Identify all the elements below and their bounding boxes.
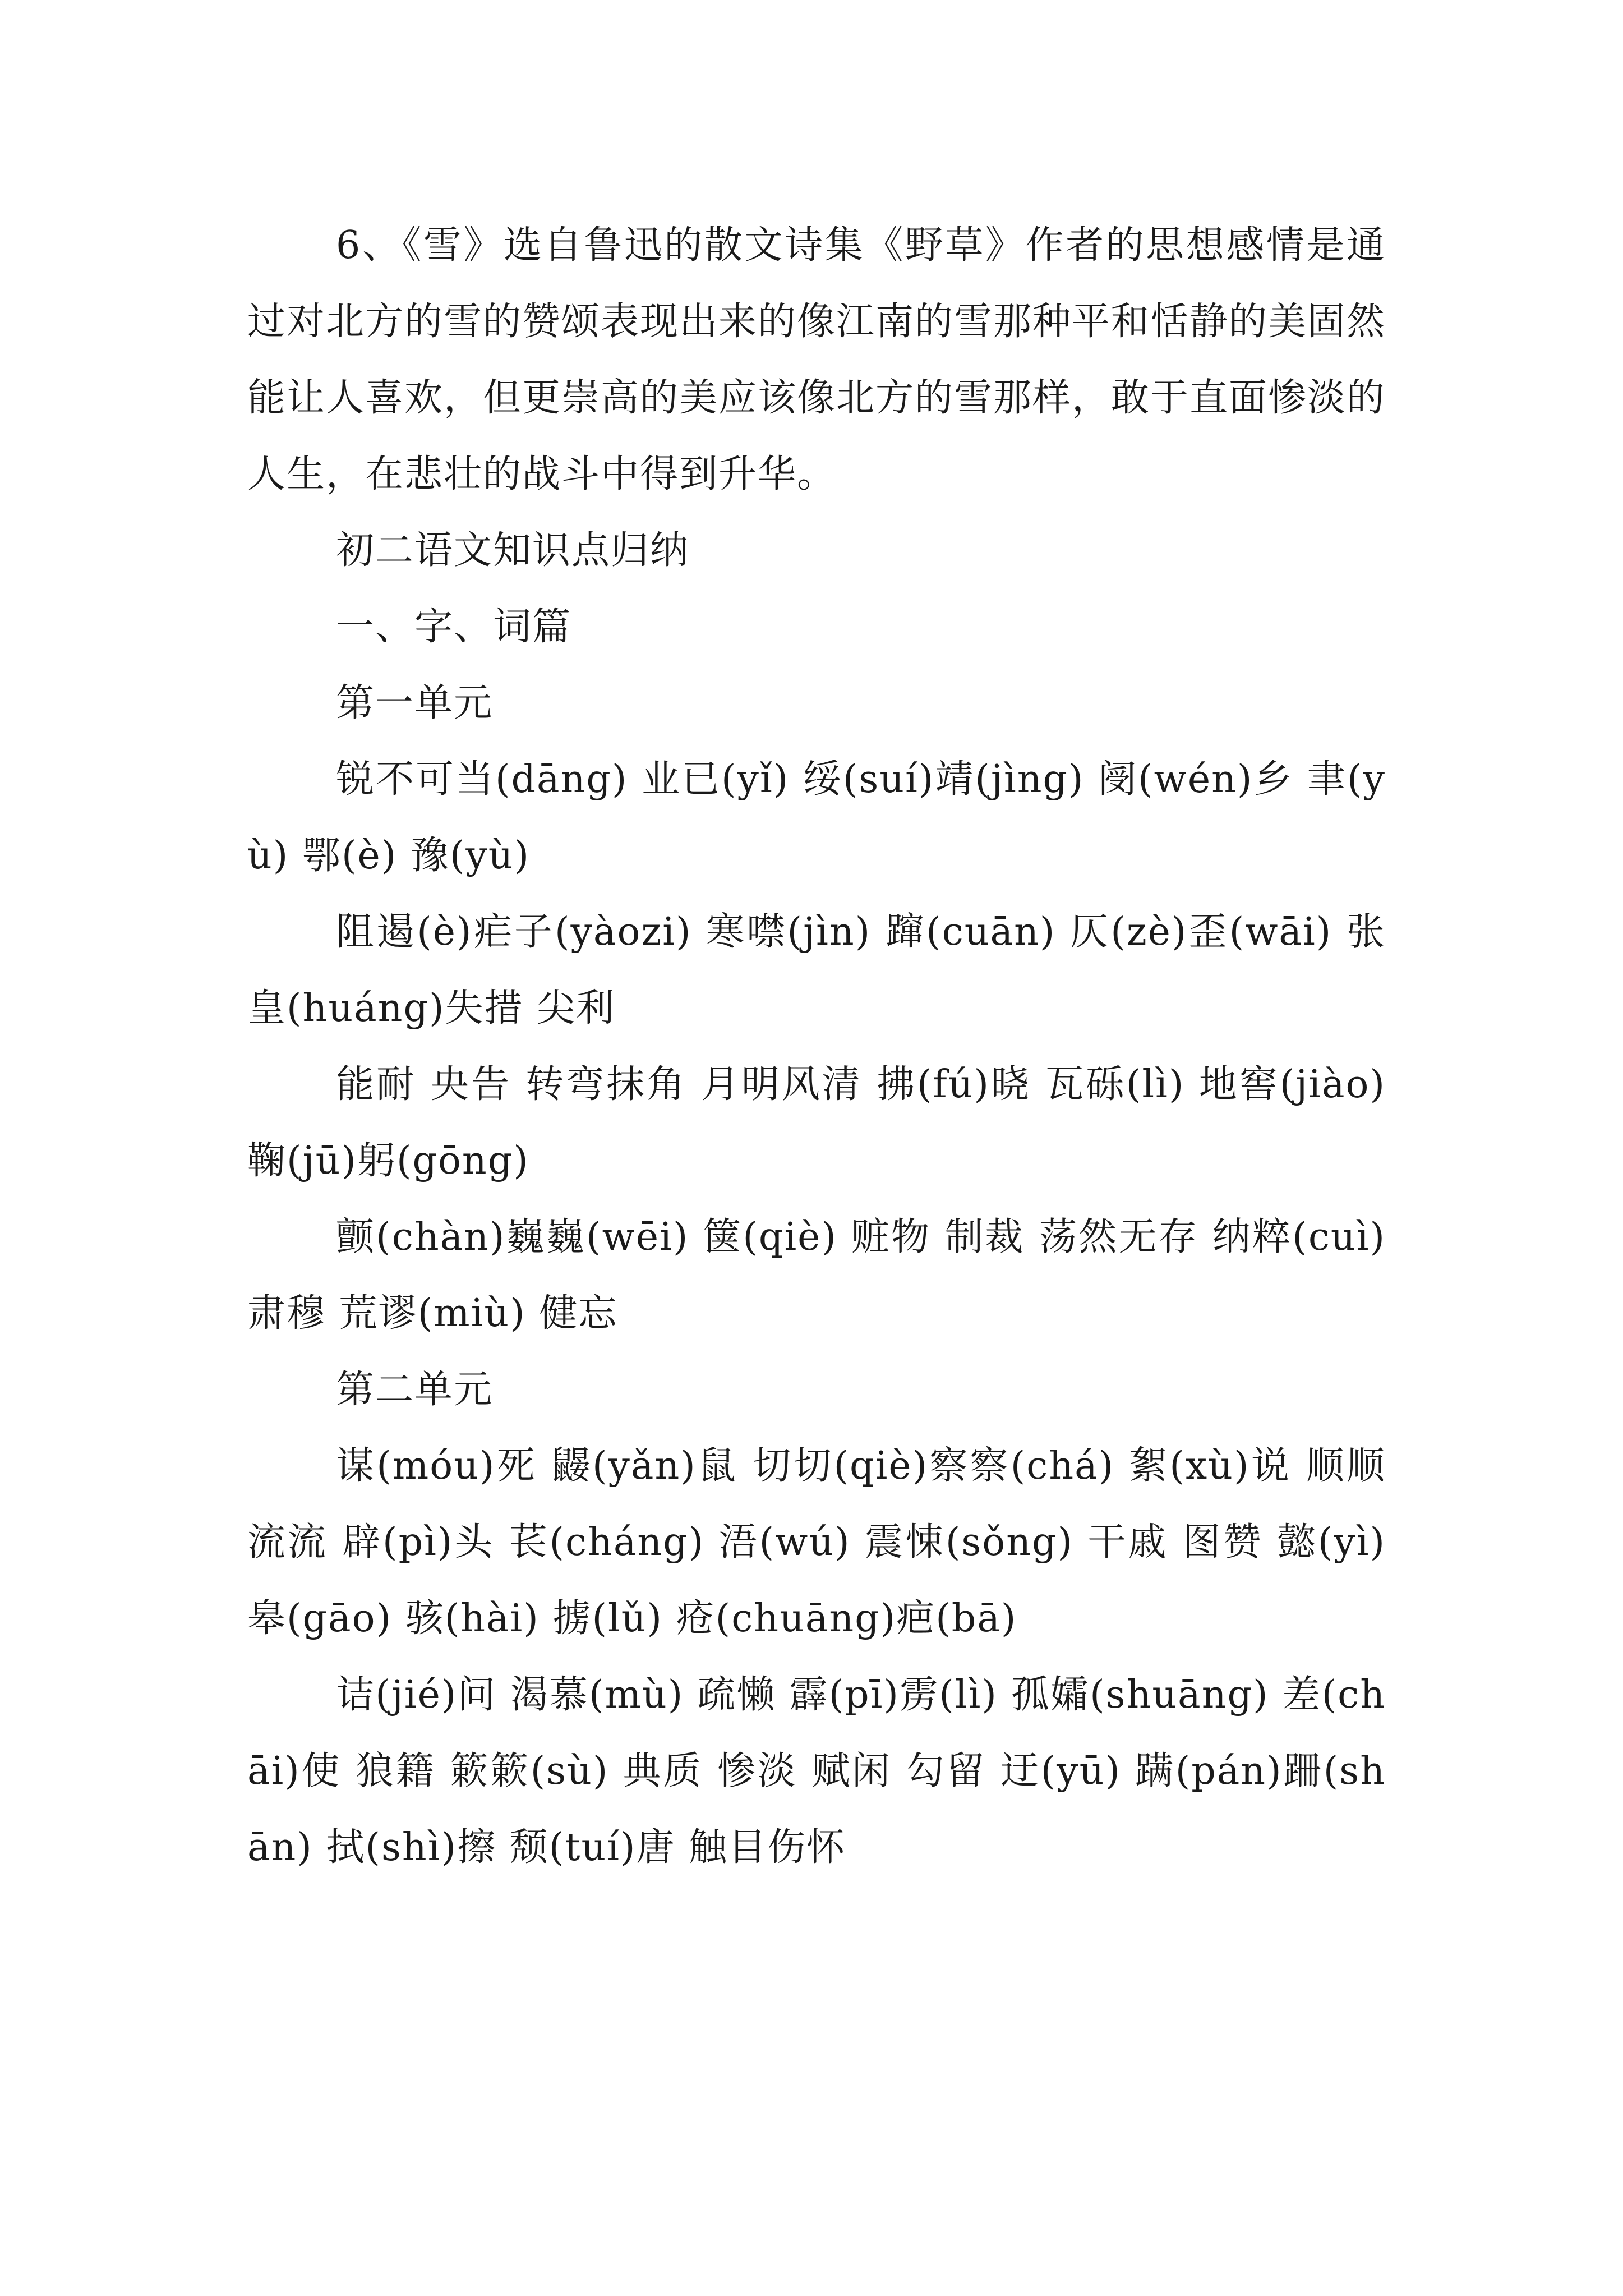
vocab-line-unit1-3: 能耐 央告 转弯抹角 月明风清 拂(fú)晓 瓦砾(lì) 地窖(jiào) 鞠(jū)躬(gōng)	[247, 1062, 1386, 1183]
vocab-line-unit1-1: 锐不可当(dāng) 业已(yǐ) 绥(suí)靖(jìng) 阌(wén)乡 聿(yù) 鄂(è) 豫(yù)	[247, 757, 1386, 878]
heading-characters-words: 一、字、词篇	[336, 605, 572, 649]
heading-unit-two: 第二单元	[336, 1368, 494, 1412]
vocab-line-unit2-2: 诘(jié)问 渴慕(mù) 疏懒 霹(pī)雳(lì) 孤孀(shuāng) 差(chāi)使 狼籍 簌簌(sù) 典质 惨淡 赋闲 勾留 迂(yū) 蹒(pán)跚(shān) 拭(shì)擦 颓(tuí)唐 触目伤怀	[247, 1673, 1386, 1870]
heading-unit-one: 第一单元	[336, 681, 494, 725]
document-body	[247, 208, 1386, 1886]
section-title-knowledge-summary: 初二语文知识点归纳	[336, 528, 690, 573]
paragraph-snow-essay: 6、《雪》选自鲁迅的散文诗集《野草》作者的思想感情是通过对北方的雪的赞颂表现出来的像江南的雪那种平和恬静的美固然能让人喜欢，但更崇高的美应该像北方的雪那样，敢于直面惨淡的人生，在悲壮的战斗中得到升华。	[247, 223, 1386, 496]
vocab-line-unit1-4: 颤(chàn)巍巍(wēi) 箧(qiè) 赃物 制裁 荡然无存 纳粹(cuì) 肃穆 荒谬(miù) 健忘	[247, 1215, 1386, 1336]
vocab-line-unit2-1: 谋(móu)死 鼹(yǎn)鼠 切切(qiè)察察(chá) 絮(xù)说 顺顺流流 辟(pì)头 苌(cháng) 浯(wú) 震悚(sǒng) 干戚 图赞 懿(yì) 皋(gāo) 骇(hài) 掳(lǔ) 疮(chuāng)疤(bā)	[247, 1444, 1386, 1641]
vocab-line-unit1-2: 阻遏(è)疟子(yàozi) 寒噤(jìn) 蹿(cuān) 仄(zè)歪(wāi) 张皇(huáng)失措 尖利	[247, 910, 1386, 1030]
